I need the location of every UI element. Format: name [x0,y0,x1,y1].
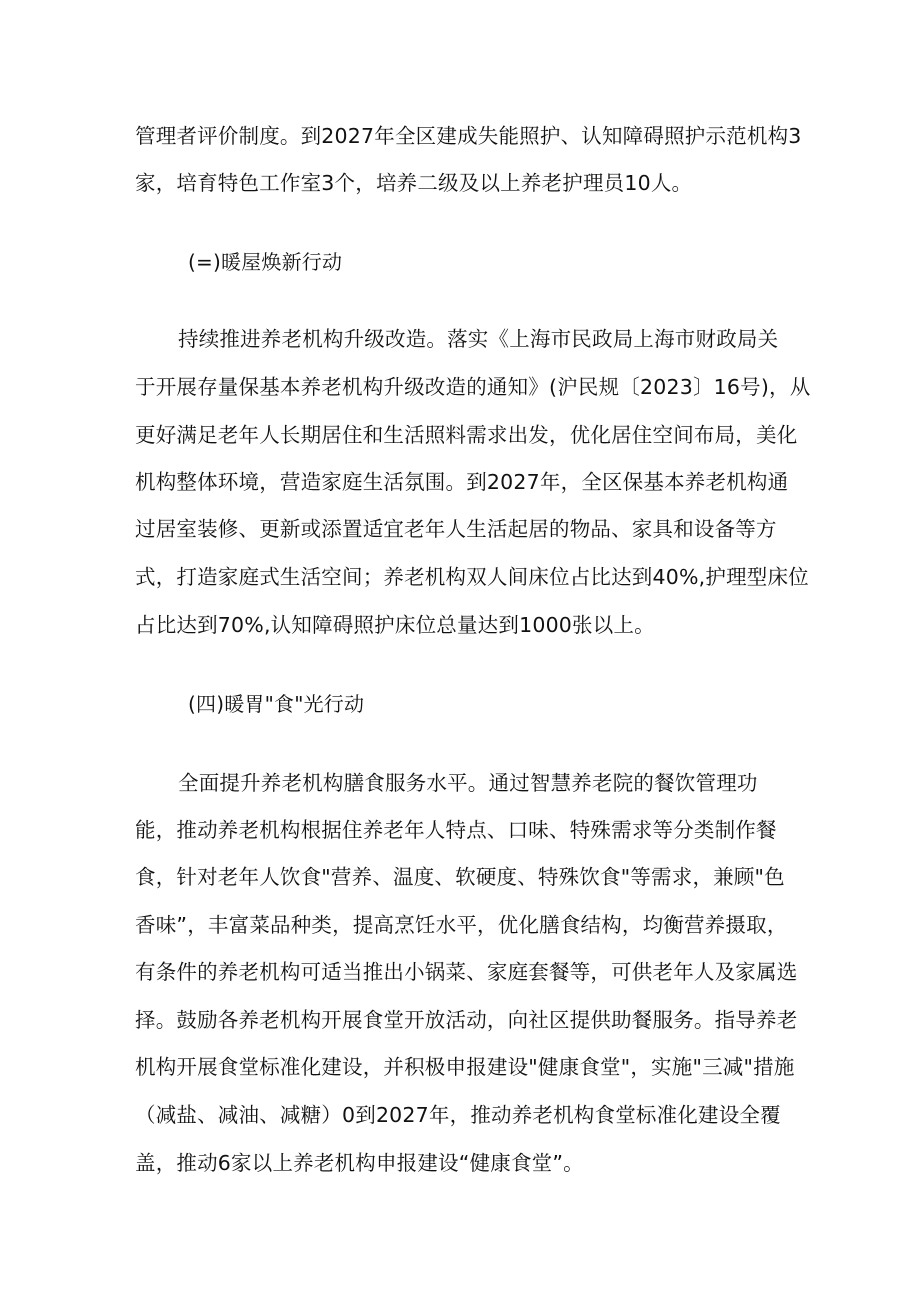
paragraph-line: 占比达到70%,认知障碍照护床位总量达到1000张以上。 [135,613,655,637]
paragraph-line: （减盐、减油、减糖）0到2027年，推动养老机构食堂标准化建设全覆 [135,1103,781,1127]
paragraph-line: 食，针对老年人饮食"营养、温度、软硬度、特殊饮食"等需求，兼顾"色 [135,865,785,889]
paragraph-line: 式，打造家庭式生活空间；养老机构双人间床位占比达到40%,护理型床位 [135,565,809,589]
paragraph-line: 盖，推动6家以上养老机构申报建设“健康食堂”。 [135,1151,584,1175]
section-heading: (=)暖屋焕新行动 [188,250,343,274]
paragraph-line: 持续推进养老机构升级改造。落实《上海市民政局上海市财政局关 [178,327,779,351]
paragraph-line: 有条件的养老机构可适当推出小锅菜、家庭套餐等，可供老年人及家属选 [135,960,798,984]
paragraph-line: 于开展存量保基本养老机构升级改造的通知》(沪民规〔2023〕16号)，从 [135,375,811,399]
paragraph-line: 能，推动养老机构根据住养老年人特点、口味、特殊需求等分类制作餐 [135,818,777,842]
paragraph-line: 全面提升养老机构膳食服务水平。通过智慧养老院的餐饮管理功 [178,771,758,795]
paragraph-line: 机构整体环境，营造家庭生活氛围。到2027年，全区保基本养老机构通 [135,470,789,494]
paragraph-line: 管理者评价制度。到2027年全区建成失能照护、认知障碍照护示范机构3 [135,124,802,148]
paragraph-line: 香味”，丰富菜品种类，提高烹饪水平，优化膳食结构，均衡营养摄取， [135,913,788,937]
paragraph-line: 择。鼓励各养老机构开展食堂开放活动，向社区提供助餐服务。指导养老 [135,1008,798,1032]
paragraph-line: 更好满足老年人长期居住和生活照料需求出发，优化居住空间布局，美化 [135,423,798,447]
paragraph-line: 过居室装修、更新或添置适宜老年人生活起居的物品、家具和设备等方 [135,517,777,541]
section-heading: (四)暖胃"食"光行动 [188,692,365,716]
paragraph-line: 家，培育特色工作室3个，培养二级及以上养老护理员10人。 [135,171,693,195]
paragraph-line: 机构开展食堂标准化建设，并积极申报建设"健康食堂"，实施"三减"措施 [135,1055,795,1079]
